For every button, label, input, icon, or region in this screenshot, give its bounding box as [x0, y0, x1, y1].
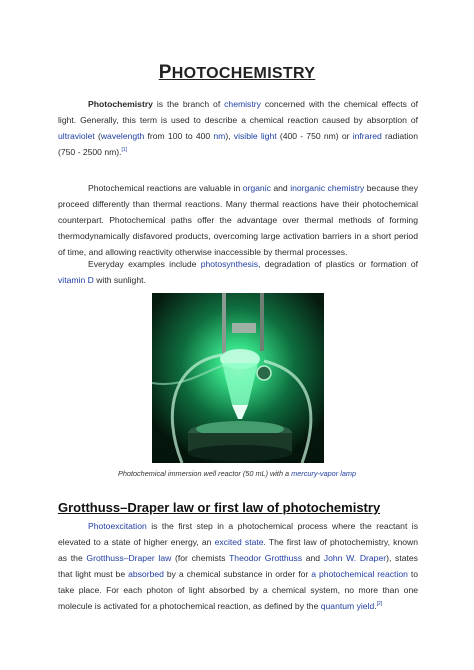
text: with sunlight. — [93, 275, 146, 285]
link-infrared[interactable]: infrared — [352, 131, 382, 141]
reactor-photo-illustration — [152, 293, 324, 463]
link-ultraviolet[interactable]: ultraviolet — [58, 131, 95, 141]
link-john-w-draper[interactable]: John W. Draper — [323, 553, 387, 563]
photo-caption — [0, 469, 474, 478]
section-heading: Grotthuss–Draper law or first law of photochemistry — [58, 500, 381, 515]
text: and — [270, 183, 291, 193]
link-photosynthesis[interactable]: photosynthesis — [200, 259, 259, 269]
link-nm[interactable]: nm — [213, 131, 226, 141]
link-organic[interactable]: organic — [242, 183, 271, 193]
text: ), states that light must be — [58, 553, 418, 579]
link-theodor-grotthuss[interactable]: Theodor Grotthuss — [229, 553, 303, 563]
link-visible-light[interactable]: visible light — [233, 131, 277, 141]
link-absorbed[interactable]: absorbed — [128, 569, 164, 579]
text: and — [302, 553, 324, 563]
text: , degradation of plastics or formation of — [258, 259, 418, 269]
link-photochemical-reaction[interactable]: a photochemical reaction — [311, 569, 408, 579]
link-vitamin-d[interactable]: vitamin D — [58, 275, 94, 285]
text: (for chemists — [171, 553, 230, 563]
text: . — [374, 601, 377, 611]
text: concerned with the chemical effects of light. Generally, this term is used to describe a chemical reaction caused by absorption of — [58, 99, 418, 125]
link-photoexcitation[interactable]: Photoexcitation — [88, 521, 147, 531]
link-quantum-yield[interactable]: quantum yield — [320, 601, 375, 611]
link-excited-state[interactable]: excited state — [214, 537, 264, 547]
page-title — [0, 62, 474, 84]
title-rest: HOTOCHEMISTRY — [171, 65, 316, 82]
link-inorganic-chemistry[interactable]: inorganic chemistry — [290, 183, 365, 193]
text: Photochemical immersion well reactor (50 mL) with a — [117, 469, 292, 478]
text: is the branch of — [152, 99, 225, 109]
paragraph-grotthuss-draper — [58, 518, 418, 614]
text: ( — [94, 131, 101, 141]
link-chemistry[interactable]: chemistry — [224, 99, 261, 109]
text: ), — [225, 131, 234, 141]
reference-2[interactable]: [2] — [376, 601, 383, 608]
link-mercury-vapor-lamp[interactable]: mercury-vapor lamp — [291, 469, 357, 478]
link-wavelength[interactable]: wavelength — [100, 131, 145, 141]
text: is the first step in a photochemical process where the reactant is elevated to a state of higher energy, an — [58, 521, 418, 547]
text: from 100 to 400 — [144, 131, 214, 141]
paragraph-examples — [58, 256, 418, 288]
link-grotthuss-draper-law[interactable]: Grotthuss–Draper law — [86, 553, 172, 563]
text: because they proceed differently than thermal reactions. Many thermal reactions have their photochemical counterpart. Photochemical paths offer the advantage over thermal methods of forming thermodynamically disfavored products, overcoming large activation barriers in a short period of time, and allowing reactivity otherwise inaccessible by thermal processes. — [58, 183, 418, 257]
term-photochemistry: Photochemistry — [88, 99, 153, 109]
text: (400 - 750 nm) or — [276, 131, 353, 141]
text: . The first law of photochemistry, known as the — [58, 537, 418, 563]
reference-1[interactable]: [1] — [121, 147, 128, 154]
paragraph-reactions — [58, 180, 418, 260]
reactor-photo — [152, 293, 324, 463]
text: Photochemical reactions are valuable in — [88, 183, 243, 193]
text: radiation (750 - 2500 nm). — [58, 131, 418, 157]
intro-paragraph — [58, 96, 418, 160]
text: to take place. For each photon of light absorbed by a chemical system, no more than one molecule is activated for a photochemical reaction, as defined by the — [58, 569, 419, 611]
title-initial: P — [158, 62, 172, 83]
text: by a chemical substance in order for — [163, 569, 312, 579]
text: Everyday examples include — [88, 259, 201, 269]
